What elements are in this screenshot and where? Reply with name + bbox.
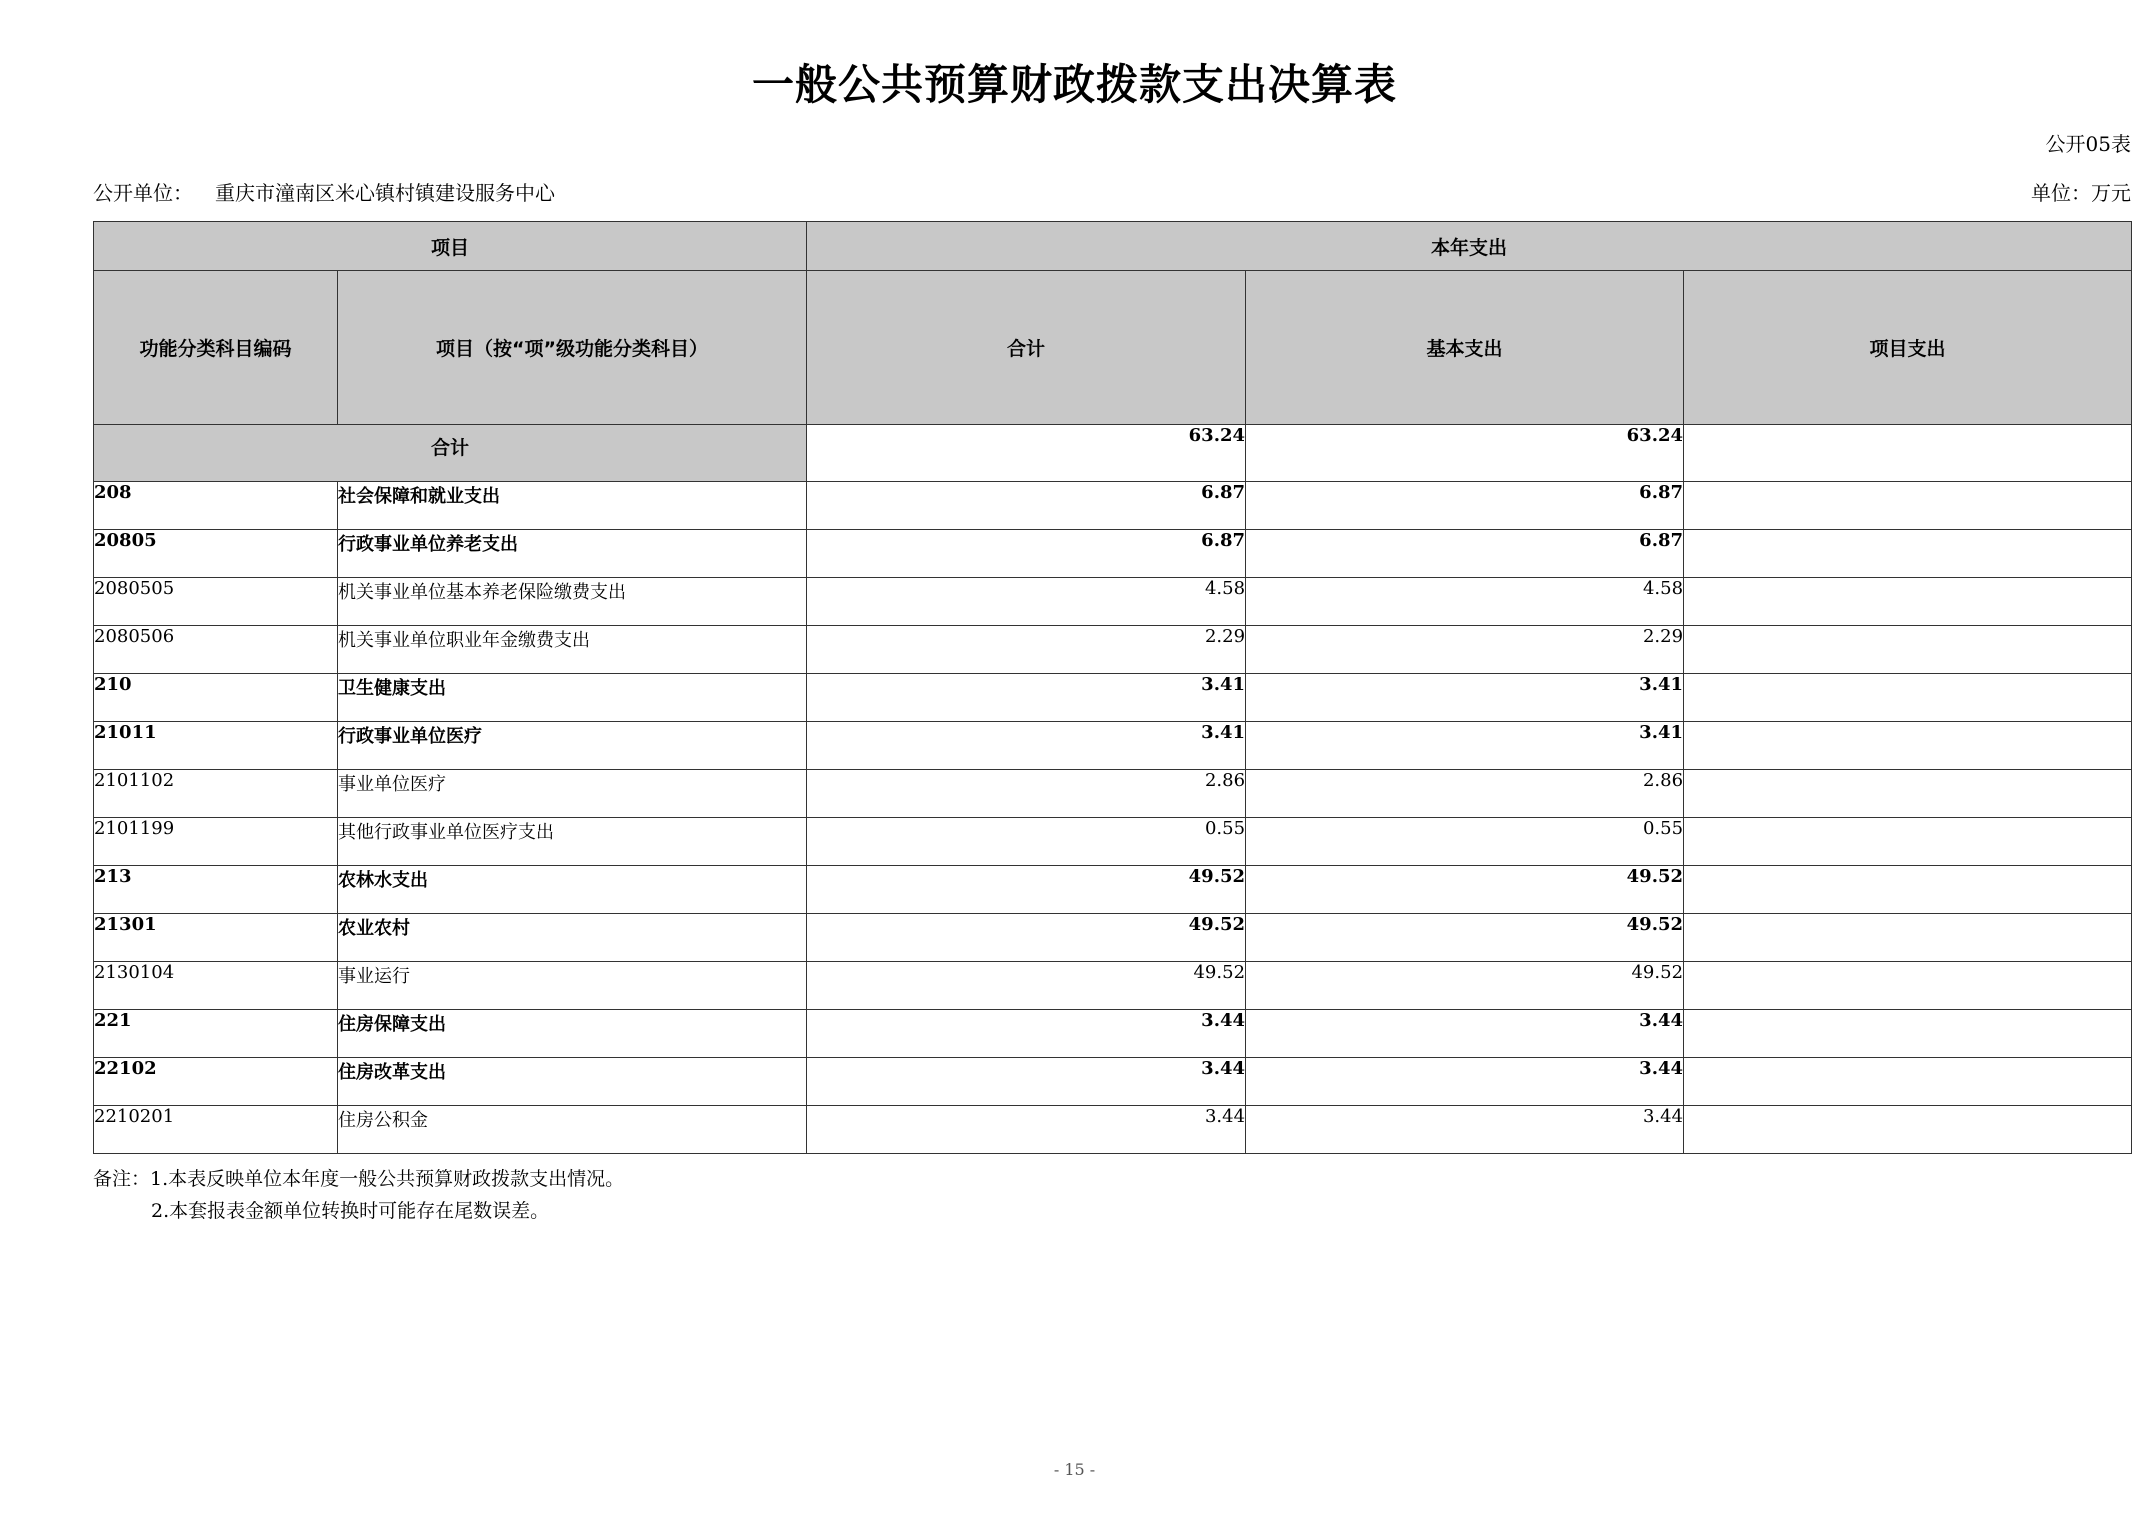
row-total: 6.87	[807, 482, 1246, 530]
unit-info-row	[93, 177, 2131, 205]
row-name: 事业单位医疗	[338, 770, 807, 818]
row-total: 2.86	[807, 770, 1246, 818]
expenditure-table	[93, 221, 2132, 1154]
row-project	[1684, 578, 2132, 626]
row-project	[1684, 530, 2132, 578]
row-name: 机关事业单位基本养老保险缴费支出	[338, 578, 807, 626]
row-total: 3.41	[807, 674, 1246, 722]
row-basic: 6.87	[1246, 530, 1684, 578]
row-code: 2101199	[94, 818, 338, 866]
table-row	[94, 482, 2132, 530]
row-code: 21011	[94, 722, 338, 770]
row-basic: 49.52	[1246, 866, 1684, 914]
row-project	[1684, 1010, 2132, 1058]
row-basic: 6.87	[1246, 482, 1684, 530]
row-code: 20805	[94, 530, 338, 578]
header-current-year: 本年支出	[807, 222, 2132, 271]
table-row	[94, 770, 2132, 818]
row-name: 其他行政事业单位医疗支出	[338, 818, 807, 866]
table-row	[94, 626, 2132, 674]
row-total: 3.44	[807, 1058, 1246, 1106]
header-project-expenditure: 项目支出	[1684, 271, 2132, 425]
row-name: 住房改革支出	[338, 1058, 807, 1106]
table-row	[94, 818, 2132, 866]
table-row	[94, 1010, 2132, 1058]
header-row-1	[94, 222, 2132, 271]
currency-unit: 单位：万元	[2031, 181, 2131, 205]
page-number: - 15 -	[1053, 1460, 1096, 1479]
table-row	[94, 722, 2132, 770]
row-project	[1684, 770, 2132, 818]
row-basic: 2.29	[1246, 626, 1684, 674]
row-code: 2210201	[94, 1106, 338, 1154]
page-title: 一般公共预算财政拨款支出决算表	[751, 60, 1397, 109]
unit-label: 公开单位：	[93, 181, 193, 205]
row-name: 事业运行	[338, 962, 807, 1010]
row-total: 0.55	[807, 818, 1246, 866]
row-basic: 3.44	[1246, 1058, 1684, 1106]
header-code: 功能分类科目编码	[94, 271, 338, 425]
row-project	[1684, 914, 2132, 962]
row-name: 住房公积金	[338, 1106, 807, 1154]
row-name: 卫生健康支出	[338, 674, 807, 722]
total-amount: 63.24	[807, 425, 1246, 482]
row-total: 3.41	[807, 722, 1246, 770]
row-total: 3.44	[807, 1010, 1246, 1058]
note-1: 备注：1.本表反映单位本年度一般公共预算财政拨款支出情况。	[93, 1168, 625, 1190]
row-code: 210	[94, 674, 338, 722]
total-label: 合计	[94, 425, 807, 482]
row-code: 22102	[94, 1058, 338, 1106]
row-total: 3.44	[807, 1106, 1246, 1154]
row-name: 行政事业单位医疗	[338, 722, 807, 770]
row-basic: 3.41	[1246, 674, 1684, 722]
row-total: 6.87	[807, 530, 1246, 578]
row-basic: 3.41	[1246, 722, 1684, 770]
row-code: 2130104	[94, 962, 338, 1010]
row-name: 住房保障支出	[338, 1010, 807, 1058]
row-basic: 0.55	[1246, 818, 1684, 866]
header-basic: 基本支出	[1246, 271, 1684, 425]
row-name: 机关事业单位职业年金缴费支出	[338, 626, 807, 674]
row-basic: 3.44	[1246, 1106, 1684, 1154]
row-basic: 49.52	[1246, 914, 1684, 962]
note-2: 2.本套报表金额单位转换时可能存在尾数误差。	[151, 1200, 550, 1222]
row-basic: 3.44	[1246, 1010, 1684, 1058]
total-basic: 63.24	[1246, 425, 1684, 482]
table-row	[94, 530, 2132, 578]
row-name: 农林水支出	[338, 866, 807, 914]
row-code: 2080506	[94, 626, 338, 674]
row-total: 2.29	[807, 626, 1246, 674]
table-row	[94, 962, 2132, 1010]
total-row	[94, 425, 2132, 482]
header-row-2	[94, 271, 2132, 425]
row-code: 21301	[94, 914, 338, 962]
row-total: 49.52	[807, 962, 1246, 1010]
row-project	[1684, 674, 2132, 722]
table-row	[94, 578, 2132, 626]
table-row	[94, 866, 2132, 914]
header-total: 合计	[807, 271, 1246, 425]
row-project	[1684, 866, 2132, 914]
notes	[93, 1163, 624, 1227]
table-row	[94, 1058, 2132, 1106]
row-code: 2080505	[94, 578, 338, 626]
row-name: 农业农村	[338, 914, 807, 962]
row-project	[1684, 962, 2132, 1010]
row-code: 2101102	[94, 770, 338, 818]
row-total: 4.58	[807, 578, 1246, 626]
row-name: 行政事业单位养老支出	[338, 530, 807, 578]
reporting-unit	[93, 177, 555, 206]
table-row	[94, 914, 2132, 962]
row-basic: 2.86	[1246, 770, 1684, 818]
total-project	[1684, 425, 2132, 482]
row-name: 社会保障和就业支出	[338, 482, 807, 530]
row-code: 213	[94, 866, 338, 914]
header-project: 项目	[94, 222, 807, 271]
row-total: 49.52	[807, 914, 1246, 962]
table-row	[94, 1106, 2132, 1154]
unit-name: 重庆市潼南区米心镇村镇建设服务中心	[215, 181, 555, 205]
row-total: 49.52	[807, 866, 1246, 914]
row-project	[1684, 626, 2132, 674]
table-row	[94, 674, 2132, 722]
row-code: 208	[94, 482, 338, 530]
row-basic: 4.58	[1246, 578, 1684, 626]
table-number: 公开05表	[2045, 132, 2131, 156]
row-project	[1684, 818, 2132, 866]
row-project	[1684, 1106, 2132, 1154]
row-project	[1684, 482, 2132, 530]
row-project	[1684, 722, 2132, 770]
row-basic: 49.52	[1246, 962, 1684, 1010]
header-item: 项目（按“项”级功能分类科目）	[338, 271, 807, 425]
row-project	[1684, 1058, 2132, 1106]
row-code: 221	[94, 1010, 338, 1058]
